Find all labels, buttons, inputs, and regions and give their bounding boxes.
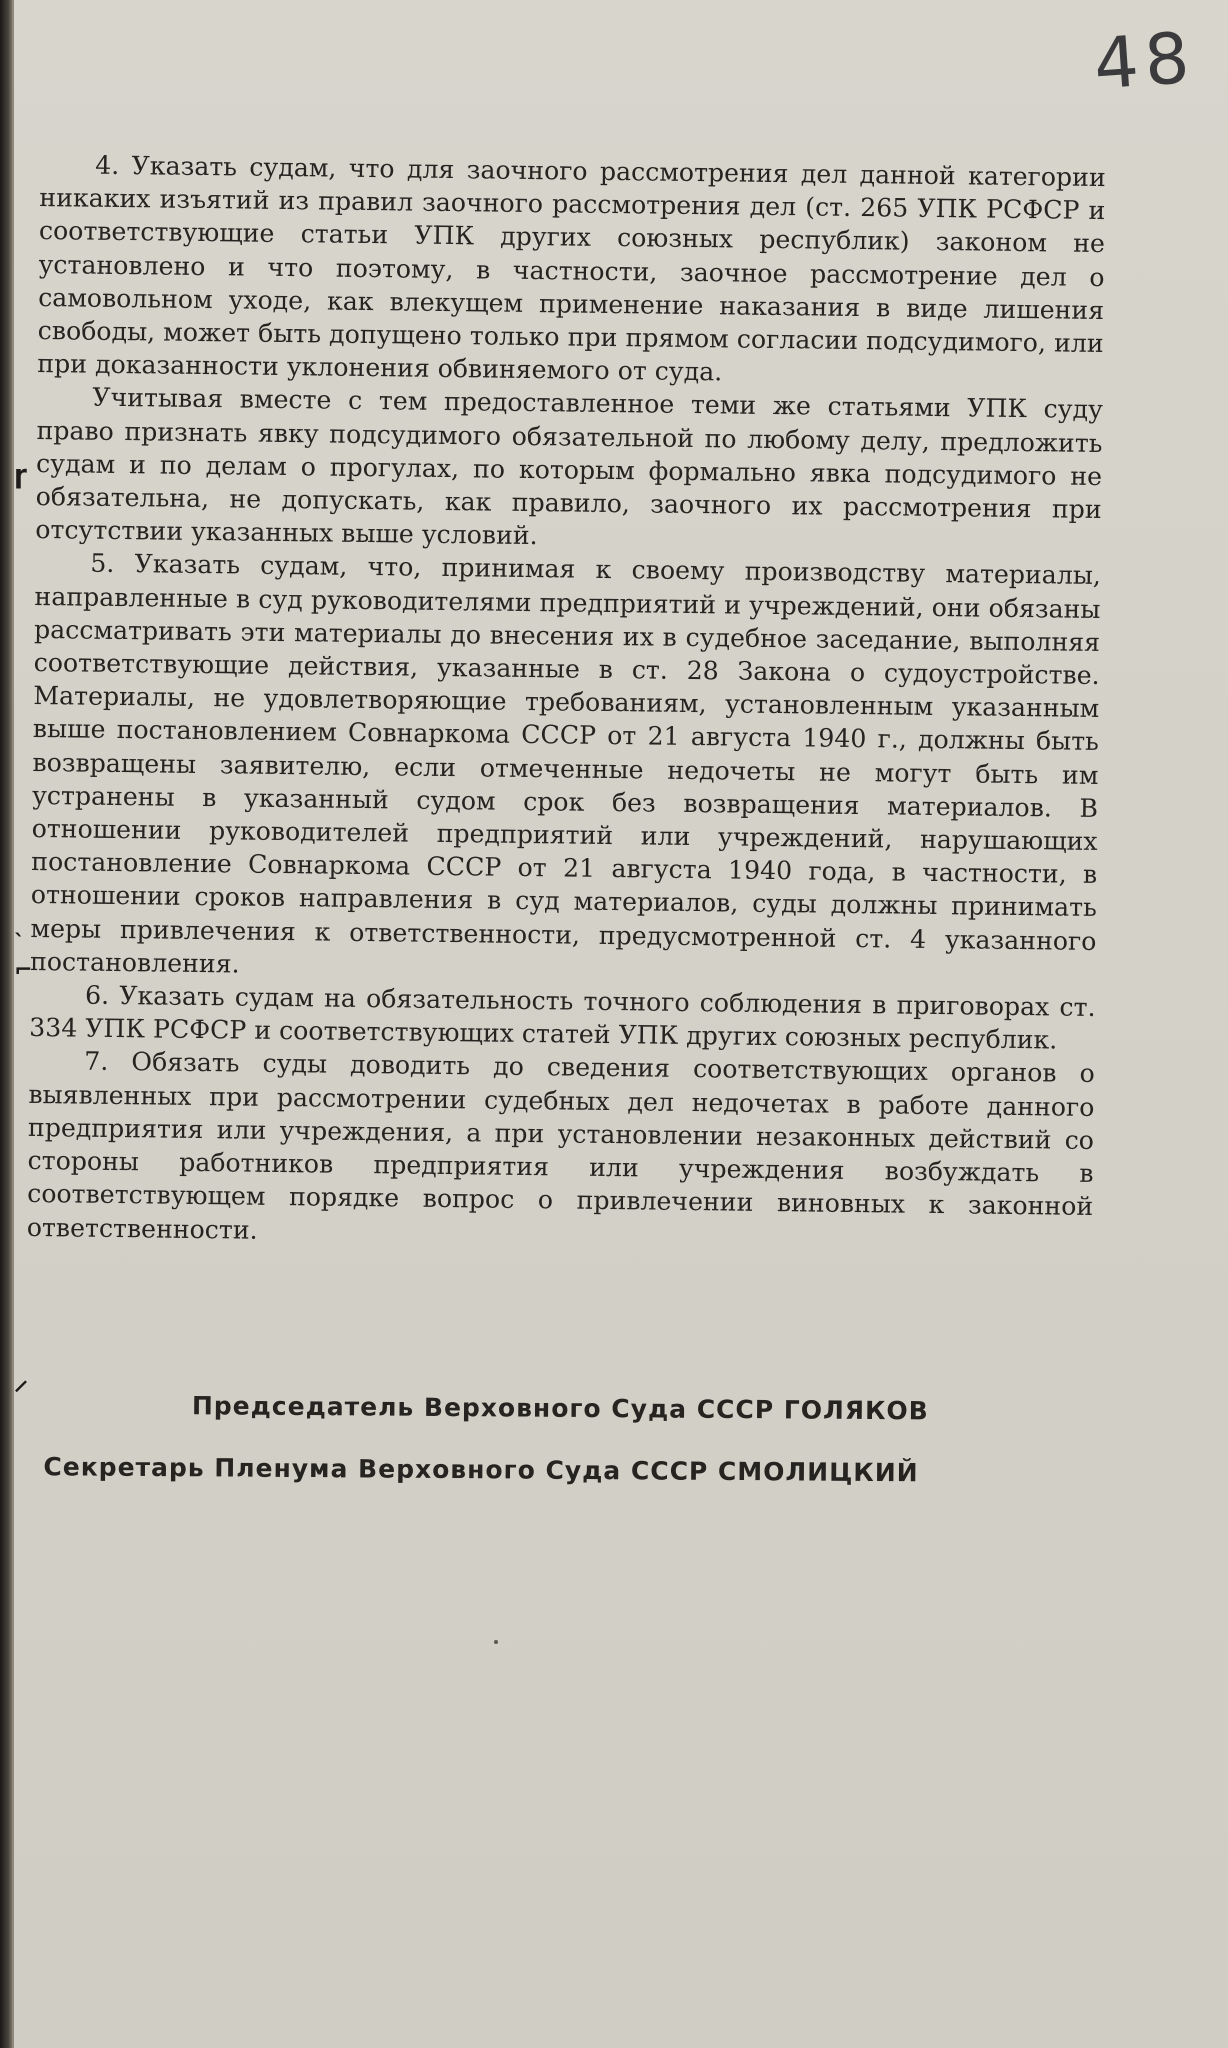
document-body — [27, 148, 1106, 1257]
paragraph-item-4: 4. Указать судам, что для заочного рассмотрения дел данной категории никаких изъятий из правил заочного рассмотрения дел (ст. 265 УПК РСФСР и соответствующие статьи УПК других союзных республик) законом не установлено и что поэтому, в частности, заочное рассмотрение дел о самовольном уходе, как влекущем применение наказания в виде лишения свободы, может быть допущено только при прямом согласии подсудимого, или при доказанности уклонения обвиняемого от суда. — [37, 150, 1106, 387]
paragraph-item-6: 6. Указать судам на обязательность точного соблюдения в приговорах ст. 334 УПК РСФСР и соответствующих статей УПК других союзных республик. — [29, 980, 1096, 1055]
handwritten-page-number: 48 — [1091, 16, 1198, 106]
paragraph-item-5: 5. Указать судам, что, принимая к своему производству материалы, направленные в суд руководителями предприятий и учреждений, они обязаны рассматривать эти материалы до внесения их в судебное заседание, выполняя соответствующие действия, указанные в ст. 28 Закона о судоустройстве. Материалы, не удовлетворяющие требованиям, установленным указанным выше постановлением Совнаркома СССР от 21 августа 1940 г., должны быть возвращены заявителю, если отмеченные недочеты не могут быть им устранены в указанный судом срок без возвращения материалов. В отношении руководителей предприятий или учреждений, нарушающих постановление Совнаркома СССР от 21 августа 1940 года, в частности, в отношении сроков направления в суд материалов, суды должны принимать меры привлечения к ответственности, предусмотренной ст. 4 указанного постановления. — [29, 549, 1102, 979]
margin-mark: ⌐ — [14, 958, 33, 983]
document-page — [14, 0, 1228, 2048]
margin-mark: ˎ — [14, 912, 25, 937]
secretary-signature-line: Секретарь Пленума Верховного Суда СССР СМОЛИЦКИЙ — [43, 1452, 919, 1488]
paper-speck — [494, 1640, 498, 1644]
margin-mark: ⸍ — [14, 1375, 29, 1408]
margin-mark: ɼ — [14, 460, 27, 490]
chairman-signature-line: Председатель Верховного Суда СССР ГОЛЯКОВ — [191, 1391, 929, 1426]
paragraph-item-4-continued: Учитывая вместе с тем предоставленное теми же статьями УПК суду право признать явку подсудимого обязательной по любому делу, предложить судам и по делам о прогулах, по которым формально явка подсудимого не обязательна, не допускать, как правило, заочного их рассмотрения при отсутствии указанных выше условий. — [35, 383, 1104, 551]
binding-edge — [0, 0, 12, 2048]
signature-block — [14, 1390, 1228, 1488]
paragraph-item-7: 7. Обязать суды доводить до сведения соответствующих органов о выявленных при рассмотрении судебных дел недочетах в работе данного предприятия или учреждения, а при установлении незаконных действий со стороны работников предприятия или учреждения возбуждать в соответствующем порядке вопрос о привлечении виновных к законной ответственности. — [26, 1047, 1095, 1245]
